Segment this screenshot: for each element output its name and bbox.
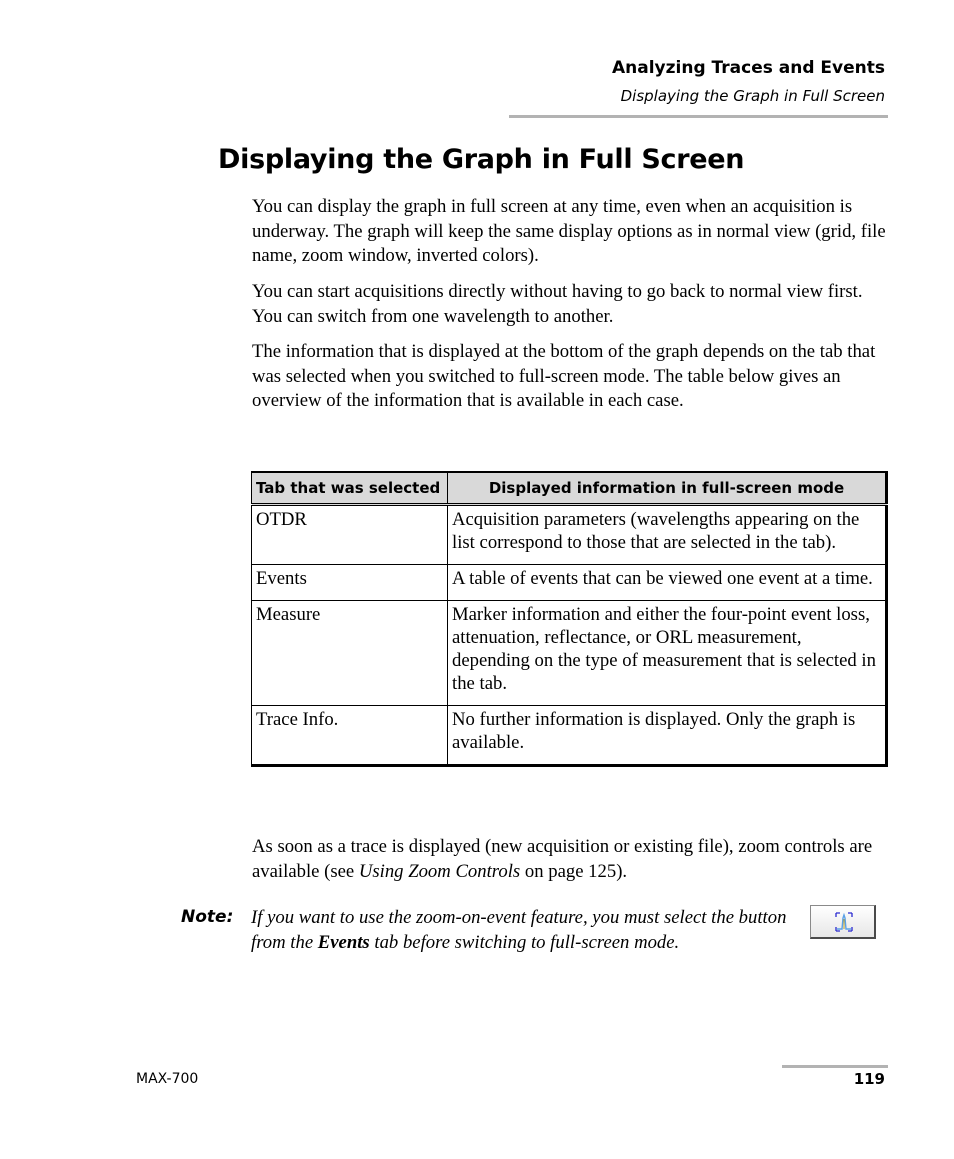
note-label: Note:: [181, 907, 234, 927]
column-header-info: Displayed information in full-screen mode: [448, 472, 887, 505]
table-row: [252, 706, 887, 766]
table-row: [252, 565, 887, 601]
table-row: [252, 601, 887, 706]
column-header-tab: Tab that was selected: [252, 472, 448, 505]
table-cell-info: Marker information and either the four-point event loss, attenuation, reflectance, or ORL measurement, depending on the type of measurement that is selected in the tab.: [448, 601, 887, 706]
table-cell-tab: Events: [252, 565, 448, 601]
table-cell-tab: Measure: [252, 601, 448, 706]
full-screen-info-table: [251, 471, 888, 767]
note-events-tab-name: Events: [317, 931, 370, 953]
paragraph-bottom-info: The information that is displayed at the bottom of the graph depends on the tab that was selected when you switched to full-screen mode. The table below gives an overview of the information that is available in each case.: [252, 341, 876, 411]
zoom-text-after: on page 125).: [520, 860, 628, 882]
header-section-title: Displaying the Graph in Full Screen: [620, 87, 885, 105]
table-header-row: [252, 472, 887, 505]
footer-divider: [782, 1065, 888, 1068]
page-number: 119: [853, 1070, 885, 1088]
zoom-on-event-icon: [833, 910, 855, 934]
header-divider: [509, 115, 888, 118]
table-cell-info: No further information is displayed. Only the graph is available.: [448, 706, 887, 766]
paragraph-full-screen-intro: You can display the graph in full screen at any time, even when an acquisition is underway. The graph will keep the same display options as in normal view (grid, file name, zoom window, inverted colors).: [252, 196, 886, 266]
page-title: Displaying the Graph in Full Screen: [218, 144, 745, 175]
paragraph-zoom-controls: [252, 835, 892, 884]
zoom-controls-reference-link[interactable]: Using Zoom Controls: [358, 860, 521, 882]
zoom-text-before: As soon as a trace is displayed (new acquisition or existing file), zoom controls are available (see: [252, 836, 873, 882]
note-text-after: tab before switching to full-screen mode.: [369, 931, 680, 953]
footer-product-name: MAX-700: [136, 1071, 199, 1087]
table-cell-tab: Trace Info.: [252, 706, 448, 766]
paragraph-acquisitions: You can start acquisitions directly without having to go back to normal view first. You can switch from one wavelength to another.: [252, 281, 863, 327]
note-text: [251, 906, 811, 955]
table-cell-info: A table of events that can be viewed one event at a time.: [448, 565, 887, 601]
table-cell-tab: OTDR: [252, 505, 448, 565]
table-cell-info: Acquisition parameters (wavelengths appearing on the list correspond to those that are selected in the tab).: [448, 505, 887, 565]
zoom-on-event-button[interactable]: [810, 905, 876, 939]
table-row: [252, 505, 887, 565]
header-chapter-title: Analyzing Traces and Events: [611, 58, 885, 78]
note-text-before: If you want to use the zoom-on-event feature, you must select the button from the: [251, 907, 787, 953]
